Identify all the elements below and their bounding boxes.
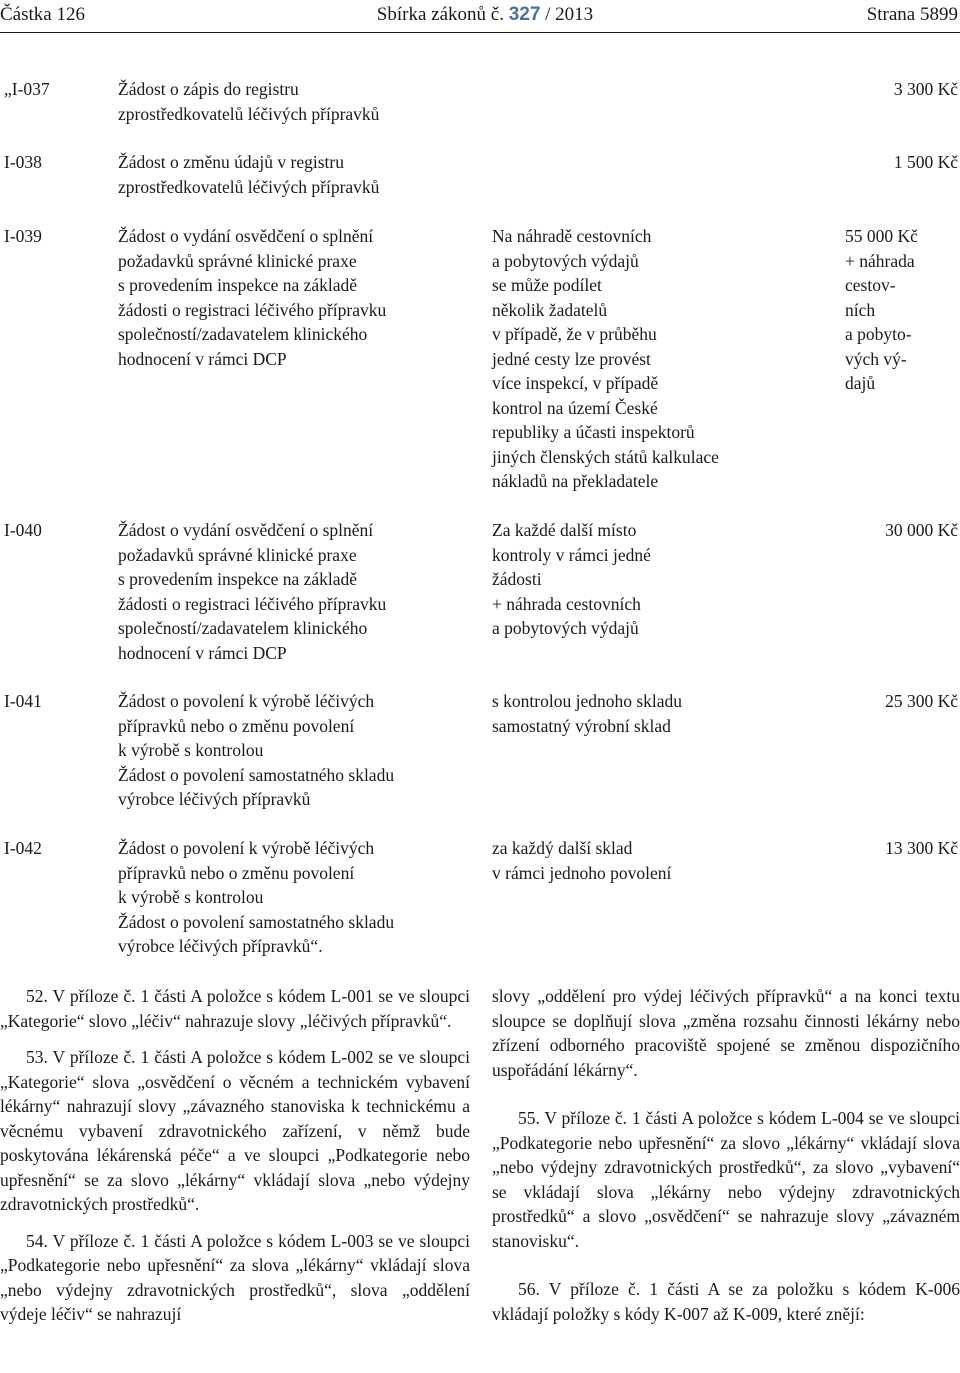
row-fee: 3 300 Kč — [893, 79, 958, 99]
right-column — [492, 984, 960, 1326]
paragraph-55: 55. V příloze č. 1 části A položce s kódem L-004 se ve sloupci „Podkategorie nebo upřesnění“ za slovo „lékárny“ vkládají slova „nebo výdejny zdravotnických prostředků“, za slovo „vybavení“ se vkládají slova „lékárny nebo výdejny zdravotnických prostředků“ a slovo „osvědčení“ se nahrazuje slovy „závazném stanovisku“. — [492, 1108, 960, 1251]
law-number: 327 — [508, 4, 541, 25]
row-code: I-042 — [4, 838, 42, 858]
row-code: I-039 — [4, 226, 42, 246]
row-fee: 55 000 Kč + náhrada cestov- ních a pobyto- vých vý- dajů — [845, 226, 918, 393]
collection-year: / 2013 — [545, 4, 594, 25]
row-fee: 25 300 Kč — [885, 691, 958, 711]
collection-prefix: Sbírka zákonů č. — [376, 4, 504, 25]
row-fee: 1 500 Kč — [893, 152, 958, 172]
header-rule — [0, 32, 960, 33]
paragraph-54-continued: slovy „oddělení pro výdej léčivých přípravků“ a na konci textu sloupce se doplňují slova „změna rozsahu činnosti lékárny nebo zřízení odborného pracoviště spojené se změnou dispozičního uspořádání lékárny“. — [492, 986, 960, 1080]
row-code: I-041 — [4, 691, 42, 711]
row-code: „I-037 — [4, 79, 50, 99]
row-fee: 13 300 Kč — [885, 838, 958, 858]
row-note: s kontrolou jednoho skladu samostatný výrobní sklad — [492, 691, 683, 736]
collection-title — [330, 2, 640, 28]
row-note: Na náhradě cestovních a pobytových výdajů se může podílet několik žadatelů v případě, že v průběhu jedné cesty lze provést více inspekcí, v případě kontrol na území České republiky a účasti inspektorů jiných členských států kalkulace nákladů na překladatele — [492, 226, 719, 491]
row-description: Žádost o povolení k výrobě léčivých přípravků nebo o změnu povolení k výrobě s kontrolou Žádost o povolení samostatného skladu výrobce léčivých přípravků“. — [118, 838, 395, 956]
row-description: Žádost o povolení k výrobě léčivých přípravků nebo o změnu povolení k výrobě s kontrolou Žádost o povolení samostatného skladu výrobce léčivých přípravků — [118, 691, 395, 809]
row-code: I-040 — [4, 520, 42, 540]
issue-number: Částka 126 — [0, 4, 85, 25]
paragraph-52: 52. V příloze č. 1 části A položce s kódem L-001 se ve sloupci „Kategorie“ slovo „léčiv“ nahrazuje slovy „léčivých přípravků“. — [0, 986, 470, 1031]
row-description: Žádost o vydání osvědčení o splnění požadavků správné klinické praxe s provedením inspekce na základě žádosti o registraci léčivého přípravku společností/zadavatelem klinického hodnocení v rámci DCP — [118, 520, 387, 663]
left-column — [0, 984, 470, 1327]
page-number: Strana 5899 — [866, 4, 958, 25]
paragraph-56: 56. V příloze č. 1 části A se za položku s kódem K-006 vkládají položky s kódy K-007 až K-009, které znějí: — [492, 1279, 960, 1324]
row-description: Žádost o vydání osvědčení o splnění požadavků správné klinické praxe s provedením inspekce na základě žádosti o registraci léčivého přípravku společností/zadavatelem klinického hodnocení v rámci DCP — [118, 226, 387, 369]
row-description: Žádost o zápis do registru zprostředkovatelů léčivých přípravků — [118, 79, 380, 124]
paragraph-53: 53. V příloze č. 1 části A položce s kódem L-002 se ve sloupci „Kategorie“ slova „osvědčení o věcném a technickém vybavení lékárny“ nahrazují slovy „závazného stanoviska k technickému a věcnému vybavení zdravotnického zařízení, v němž bude poskytována lékárenská péče“ a ve sloupci „Podkategorie nebo upřesnění“ se za slovo „lékárny“ vkládají slova „nebo výdejny zdravotnických prostředků“. — [0, 1047, 470, 1214]
row-note: Za každé další místo kontroly v rámci jedné žádosti + náhrada cestovních a pobytových výdajů — [492, 520, 651, 638]
row-description: Žádost o změnu údajů v registru zprostředkovatelů léčivých přípravků — [118, 152, 380, 197]
row-fee: 30 000 Kč — [885, 520, 958, 540]
paragraph-54: 54. V příloze č. 1 části A položce s kódem L-003 se ve sloupci „Podkategorie nebo upřesnění“ za slova „lékárny“ vkládají slova „nebo výdejny zdravotnických prostředků“, slova „oddělení výdeje léčiv“ se nahrazují — [0, 1230, 470, 1324]
row-code: I-038 — [4, 152, 42, 172]
row-note: za každý další sklad v rámci jednoho povolení — [492, 838, 672, 883]
